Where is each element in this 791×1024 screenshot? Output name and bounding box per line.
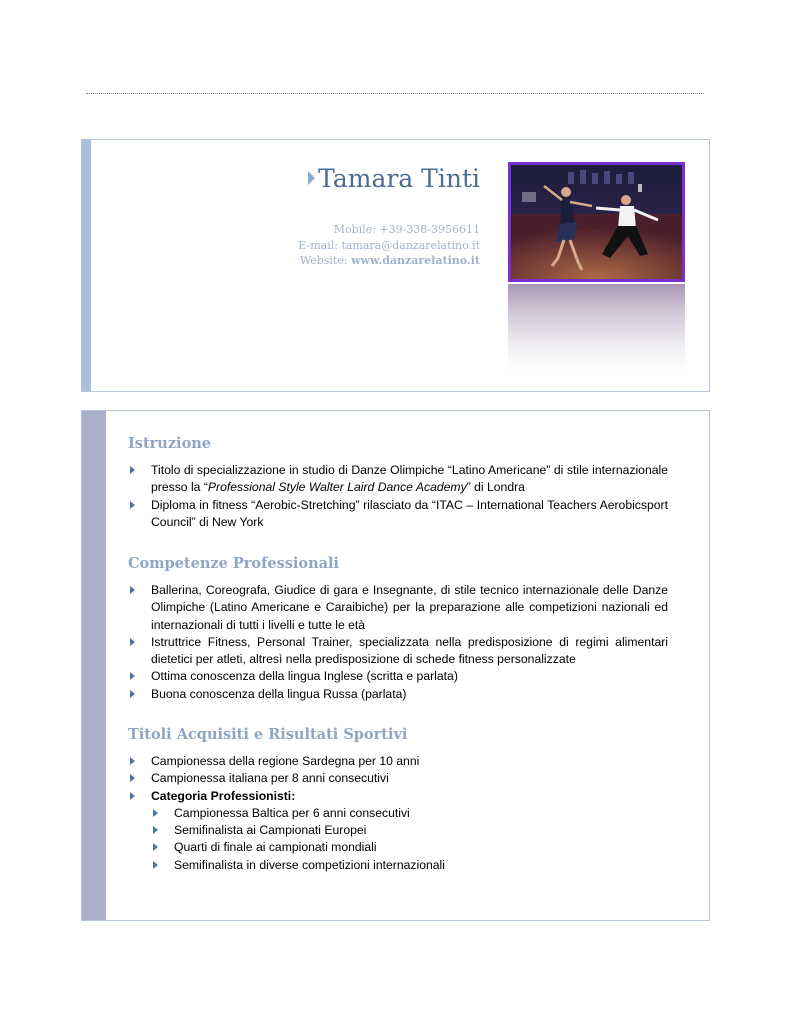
- triangle-bullet-icon: [130, 690, 135, 698]
- triangle-bullet-icon: [130, 586, 135, 594]
- section-title-titoli: Titoli Acquisiti e Risultati Sportivi: [128, 726, 408, 743]
- list-item: [128, 462, 668, 497]
- main-content-card: [81, 410, 710, 921]
- photo-reflection: [508, 284, 685, 372]
- list-item: [151, 839, 668, 856]
- person-name: Tamara Tinti: [318, 164, 480, 193]
- triangle-bullet-icon: [130, 792, 135, 800]
- header-card: [81, 139, 710, 392]
- website-label: Website:: [299, 254, 348, 267]
- triangle-bullet-icon: [130, 757, 135, 765]
- triangle-bullet-icon: [308, 171, 315, 185]
- item-emphasis: Professional Style Walter Laird Dance Academy: [207, 480, 467, 495]
- item-text: ” di Londra: [466, 480, 525, 495]
- item-text: Campionessa Baltica per 6 anni consecutivi: [174, 805, 410, 820]
- list-item: [151, 805, 668, 822]
- triangle-bullet-icon: [130, 501, 135, 509]
- category-sublist: [151, 805, 668, 874]
- competenze-list: [128, 582, 668, 703]
- triangle-bullet-icon: [130, 638, 135, 646]
- list-item: [128, 497, 668, 532]
- section-title-competenze: Competenze Professionali: [128, 555, 340, 572]
- triangle-bullet-icon: [130, 672, 135, 680]
- list-item: [128, 686, 668, 703]
- website-line: [298, 253, 480, 269]
- titoli-list: [128, 753, 668, 874]
- triangle-bullet-icon: [153, 843, 158, 851]
- website-link[interactable]: www.danzarelatino.it: [351, 254, 480, 267]
- item-text: Semifinalista ai Campionati Europei: [174, 823, 367, 838]
- item-text: Quarti di finale ai campionati mondiali: [174, 840, 377, 855]
- dance-couple-photo: [508, 162, 685, 282]
- item-text: Diploma in fitness “Aerobic-Stretching” rilasciato da “ITAC – International Teachers Aerobicsport Council” di New York: [151, 497, 668, 529]
- name-heading: [308, 164, 480, 193]
- list-item: [128, 582, 668, 634]
- item-text: Ottima conoscenza della lingua Inglese (scritta e parlata): [151, 669, 458, 684]
- item-text: Campionessa della regione Sardegna per 10 anni: [151, 754, 420, 768]
- list-item: [151, 822, 668, 839]
- category-label: Categoria Professionisti:: [151, 788, 296, 803]
- dance-photo-graphic: [508, 162, 685, 282]
- header-accent-bar: [82, 140, 91, 391]
- contact-block: [298, 222, 480, 269]
- triangle-bullet-icon: [130, 466, 135, 474]
- section-title-istruzione: Istruzione: [128, 435, 212, 452]
- email-line: E-mail: tamara@danzarelatino.it: [298, 238, 480, 252]
- triangle-bullet-icon: [153, 809, 158, 817]
- item-text: Campionessa italiana per 8 anni consecutivi: [151, 771, 389, 786]
- mobile-line: Mobile: +39-338-3956611: [333, 223, 480, 236]
- item-text: Buona conoscenza della lingua Russa (parlata): [151, 686, 407, 701]
- list-item: [128, 634, 668, 669]
- item-text: Ballerina, Coreografa, Giudice di gara e Insegnante, di stile tecnico internazionale delle Danze Olimpiche (Latino Americane e Caraibiche) per la preparazione alle competizioni nazionali ed internazionali di tutti i livelli e tutte le età: [151, 583, 668, 632]
- triangle-bullet-icon: [130, 774, 135, 782]
- item-text: Titolo di specializzazione in studio di Danze Olimpiche “Latino Americane” di stile internazionale presso la “: [151, 463, 668, 495]
- top-dotted-divider: [86, 93, 704, 94]
- content-accent-bar: [82, 411, 106, 920]
- list-item: [128, 753, 668, 770]
- list-item: [128, 788, 668, 874]
- list-item: [151, 857, 668, 874]
- list-item: [128, 770, 668, 787]
- triangle-bullet-icon: [153, 861, 158, 869]
- triangle-bullet-icon: [153, 826, 158, 834]
- list-item: [128, 668, 668, 685]
- item-text: Istruttrice Fitness, Personal Trainer, specializzata nella predisposizione di regimi alimentari dietetici per atleti, altresì nella predisposizione di schede fitness personalizzate: [151, 634, 668, 667]
- item-text: Semifinalista in diverse competizioni internazionali: [174, 857, 445, 872]
- istruzione-list: [128, 462, 668, 531]
